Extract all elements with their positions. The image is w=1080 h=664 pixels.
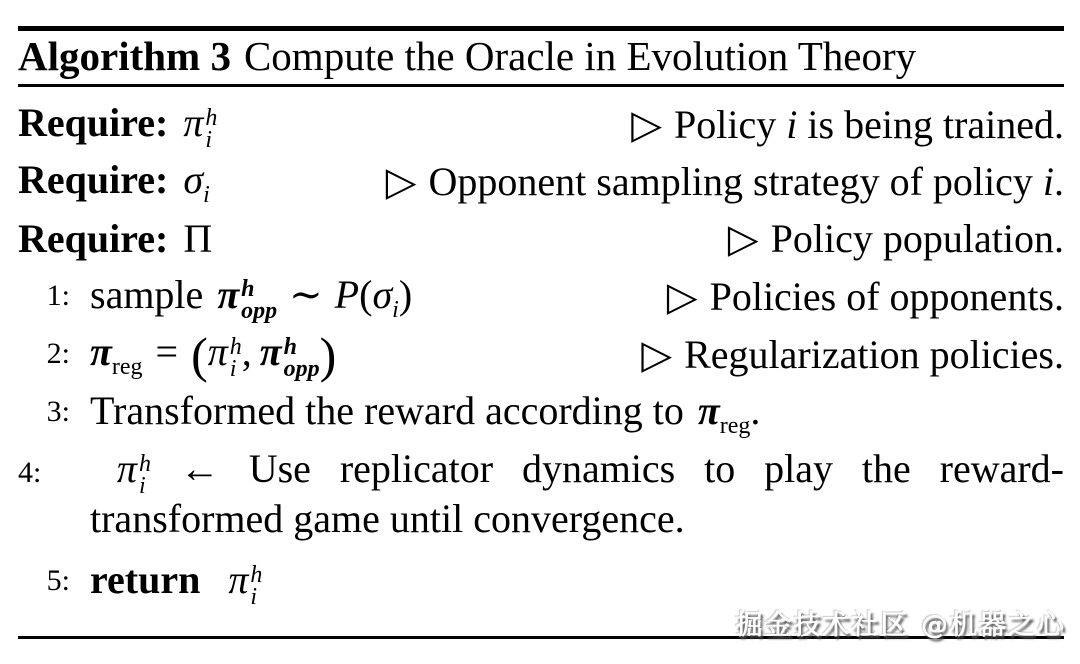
step-text: Use replicator dynamics to play the reward-: [248, 446, 1065, 491]
subscript-reg: reg: [719, 412, 751, 439]
comment-triangle-icon: ▷: [666, 273, 698, 319]
return-statement: [90, 556, 263, 610]
sigma-symbol: σ: [183, 157, 204, 202]
comment-text: Policy: [674, 101, 787, 147]
step-1-statement: [90, 271, 413, 325]
comment-text: Opponent sampling strategy of policy: [428, 159, 1043, 204]
comment-text: is being trained.: [797, 101, 1064, 147]
comment-triangle-icon: ▷: [727, 216, 759, 261]
comment-text: .: [1054, 159, 1064, 204]
require-keyword: Require:: [18, 100, 169, 146]
pi-i-symbol: π: [228, 557, 249, 603]
comment: [728, 215, 1064, 262]
superscript-h: h: [241, 276, 255, 303]
step-2-statement: [90, 327, 337, 383]
step-line-1: [18, 267, 1064, 325]
pi-i-symbol: π: [116, 446, 137, 491]
pi-reg-symbol: π: [697, 387, 720, 433]
pi-i-superscript-subscript: [250, 561, 263, 610]
title-separator-rule: [18, 84, 1064, 87]
require-keyword: Require:: [18, 157, 169, 202]
subscript-i: i: [229, 355, 237, 382]
subscript-reg: reg: [111, 354, 143, 380]
algorithm-title: [18, 31, 1064, 81]
pi-opp-symbol: π: [259, 329, 282, 374]
capital-pi-symbol: Π: [183, 216, 213, 261]
comment-math-var: i: [1042, 159, 1054, 204]
comment-triangle-icon: ▷: [641, 331, 673, 377]
comment-text: Policies of opponents.: [709, 273, 1064, 319]
comment: [386, 158, 1064, 205]
require-1-statement: [18, 99, 218, 153]
pi-superscript-subscript: [205, 104, 218, 153]
comment: [667, 273, 1064, 320]
step-line-2: [18, 325, 1064, 383]
line-number: 5:: [46, 564, 70, 597]
line-number: 2:: [46, 337, 70, 370]
watermark-text: 掘金技术社区 @机器之心: [735, 610, 1066, 641]
comment-triangle-icon: ▷: [631, 101, 663, 147]
step-text: Transformed the reward according to: [90, 387, 684, 433]
line-number: 4:: [18, 456, 42, 489]
require-line-3: [18, 210, 1064, 267]
comment: [641, 331, 1064, 378]
pi-symbol: π: [183, 100, 204, 146]
tilde-operator: ∼: [289, 271, 323, 317]
pi-opp-superscript-subscript: [283, 333, 320, 382]
period: .: [750, 387, 761, 433]
pi-reg-symbol: π: [90, 329, 112, 374]
return-keyword: return: [90, 557, 201, 603]
step-3-statement: [90, 387, 760, 438]
comment-text: Policy population.: [770, 216, 1064, 261]
comment-math-var: i: [786, 101, 798, 147]
line-number: 1:: [46, 279, 70, 312]
step-line-4: [18, 441, 1065, 499]
subscript-i: i: [138, 472, 146, 499]
step-text: sample: [90, 271, 204, 317]
left-paren: (: [191, 327, 208, 383]
algorithm-body: [18, 95, 1064, 611]
subscript-opp: opp: [241, 298, 278, 325]
require-line-1: [18, 95, 1064, 153]
algorithm-title-text: Compute the Oracle in Evolution Theory: [243, 33, 917, 79]
pi-i-superscript-subscript: [229, 333, 242, 382]
P-symbol: P: [334, 271, 360, 317]
step-line-5: [18, 551, 1064, 611]
superscript-h: h: [229, 333, 242, 360]
step-text: transformed game until convergence.: [90, 496, 685, 541]
step-line-4-continuation: [18, 494, 1064, 543]
superscript-h: h: [283, 333, 297, 360]
pi-opp-superscript-subscript: [241, 276, 278, 325]
right-paren: ): [319, 327, 337, 383]
require-line-2: [18, 153, 1064, 210]
comment-triangle-icon: ▷: [385, 159, 417, 204]
subscript-i: i: [250, 583, 258, 610]
superscript-h: h: [138, 450, 151, 477]
require-3-statement: [18, 215, 212, 262]
algorithm-number-label: Algorithm 3: [18, 33, 231, 79]
subscript-i: i: [392, 296, 399, 323]
superscript-h: h: [250, 561, 263, 588]
comment-text: Regularization policies.: [684, 331, 1064, 377]
left-arrow-symbol: ←: [179, 446, 220, 491]
comma: ,: [241, 329, 252, 374]
pi-opp-symbol: π: [217, 271, 240, 317]
subscript-opp: opp: [283, 355, 320, 382]
require-2-statement: [18, 156, 210, 207]
step-line-3: [18, 383, 1064, 441]
line-number: 3:: [46, 395, 70, 428]
require-keyword: Require:: [18, 216, 169, 261]
pi-i-superscript-subscript: [138, 450, 151, 499]
subscript-i: i: [203, 182, 210, 208]
sigma-symbol: σ: [372, 271, 393, 317]
superscript-h: h: [205, 104, 218, 131]
subscript-i: i: [205, 126, 213, 153]
equals-sign: =: [155, 329, 179, 374]
left-paren: (: [359, 271, 373, 317]
pi-i-symbol: π: [207, 329, 228, 374]
right-paren: ): [398, 271, 413, 317]
comment: [631, 101, 1064, 148]
